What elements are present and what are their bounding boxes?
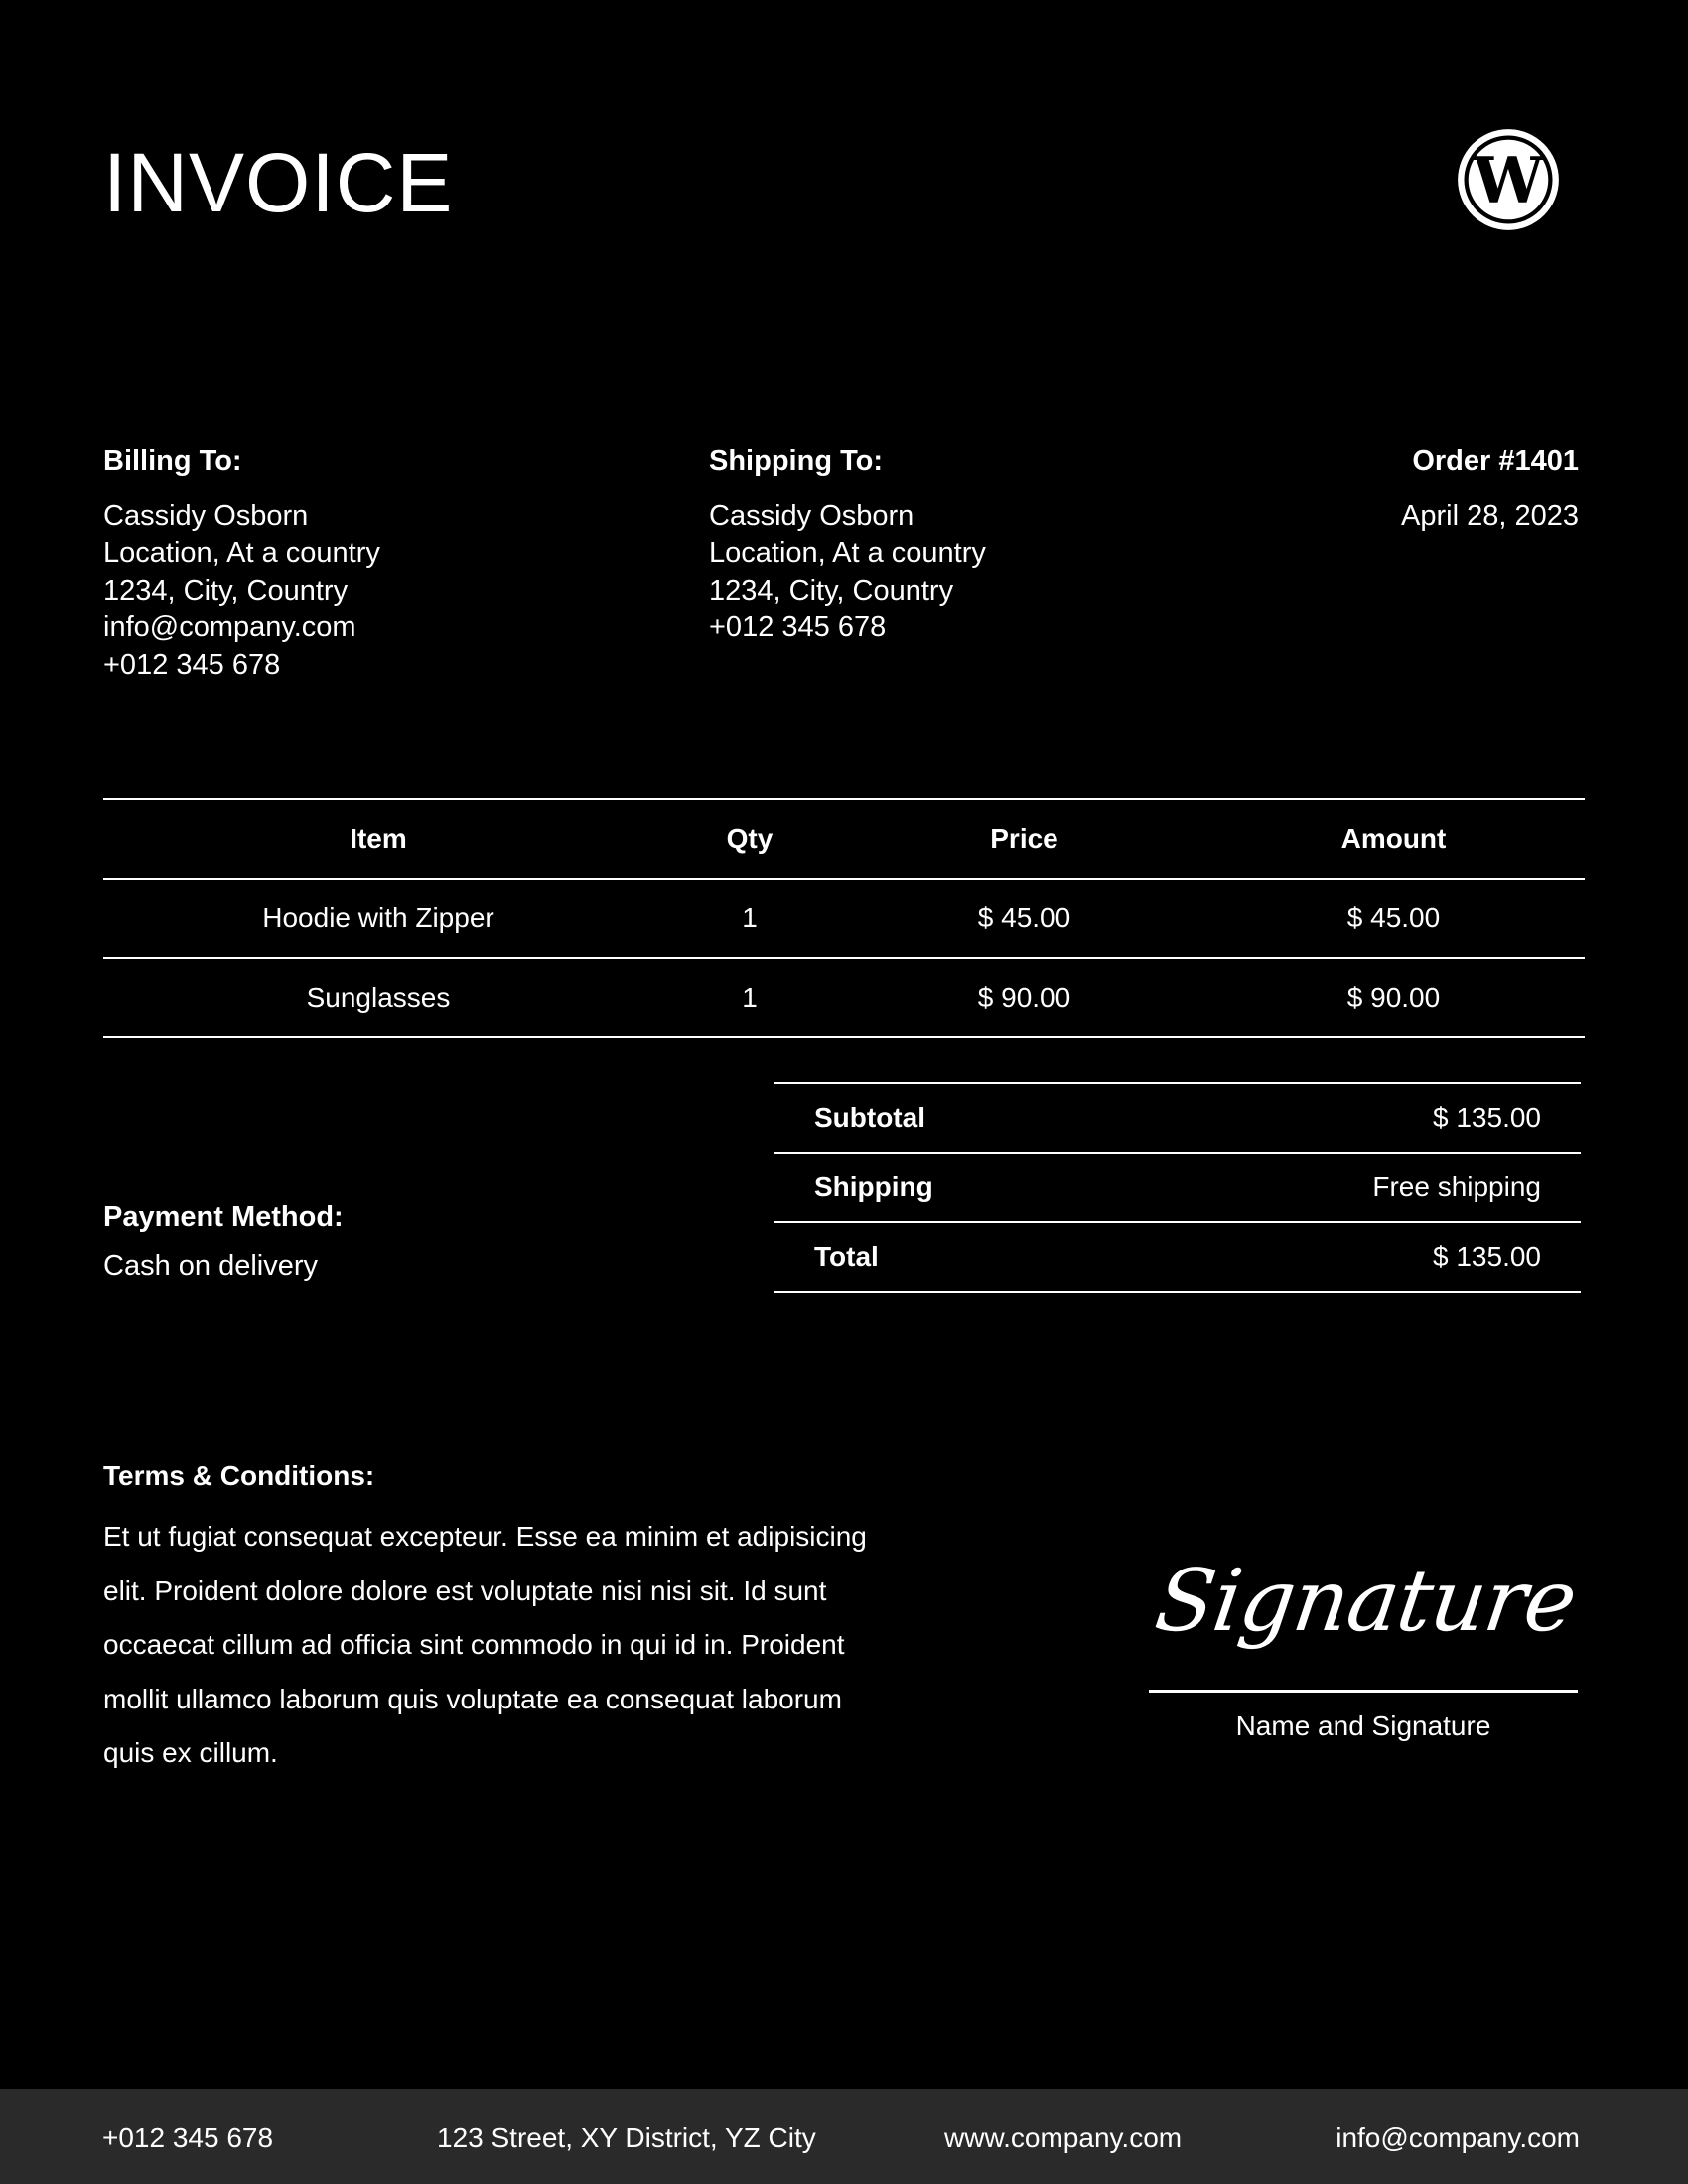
terms-body: Et ut fugiat consequat excepteur. Esse ea minim et adipisicing elit. Proident dolore dolore est voluptate nisi nisi sit. Id sunt occaecat cillum ad officia sint commodo in qui id in. Proident mollit ullamco laborum quis voluptate ea consequat laborum quis ex cillum. bbox=[103, 1521, 867, 1768]
shipping-label: Shipping bbox=[814, 1171, 933, 1202]
table-row bbox=[103, 879, 1585, 958]
order-number: Order #1401 bbox=[1412, 445, 1579, 477]
payment-heading: Payment Method: bbox=[103, 1201, 344, 1233]
billing-line2: 1234, City, Country bbox=[103, 574, 349, 607]
svg-text:W: W bbox=[1473, 142, 1544, 217]
shipping-line1: Location, At a country bbox=[709, 537, 986, 569]
signature-block bbox=[1149, 1552, 1582, 1742]
payment-value: Cash on delivery bbox=[103, 1250, 318, 1282]
billing-line1: Location, At a country bbox=[103, 537, 380, 569]
items-table bbox=[103, 798, 1585, 1038]
item-amount: $ 90.00 bbox=[1202, 958, 1585, 1037]
item-name: Sunglasses bbox=[103, 958, 653, 1037]
subtotal-row bbox=[774, 1082, 1581, 1152]
item-price: $ 45.00 bbox=[846, 879, 1202, 958]
item-amount: $ 45.00 bbox=[1202, 879, 1585, 958]
terms-section bbox=[103, 1457, 868, 1781]
invoice-title: INVOICE bbox=[103, 136, 454, 229]
shipping-phone: +012 345 678 bbox=[709, 612, 887, 643]
shipping-line2: 1234, City, Country bbox=[709, 574, 954, 607]
wordpress-logo-icon bbox=[1456, 127, 1561, 232]
shipping-value: Free shipping bbox=[1372, 1171, 1541, 1202]
footer-phone: +012 345 678 bbox=[102, 2122, 274, 2153]
subtotal-value: $ 135.00 bbox=[1433, 1102, 1541, 1133]
footer-website: www.company.com bbox=[944, 2122, 1183, 2153]
shipping-address bbox=[709, 443, 986, 647]
shipping-name: Cassidy Osborn bbox=[709, 499, 914, 532]
total-value: $ 135.00 bbox=[1433, 1241, 1541, 1272]
table-row bbox=[103, 958, 1585, 1037]
shipping-row bbox=[774, 1152, 1581, 1221]
header-price: Price bbox=[846, 799, 1202, 879]
billing-email: info@company.com bbox=[103, 612, 356, 643]
billing-address bbox=[103, 443, 380, 684]
billing-name: Cassidy Osborn bbox=[103, 499, 309, 532]
billing-phone: +012 345 678 bbox=[103, 648, 281, 681]
subtotal-label: Subtotal bbox=[814, 1102, 925, 1133]
payment-method bbox=[103, 1199, 344, 1285]
item-qty: 1 bbox=[653, 879, 846, 958]
billing-heading: Billing To: bbox=[103, 445, 242, 477]
signature-mark: Signature bbox=[1149, 1552, 1582, 1651]
totals-summary bbox=[774, 1082, 1581, 1293]
item-price: $ 90.00 bbox=[846, 958, 1202, 1037]
header-qty: Qty bbox=[653, 799, 846, 879]
item-qty: 1 bbox=[653, 958, 846, 1037]
footer-email: info@company.com bbox=[1336, 2122, 1580, 2153]
order-date: April 28, 2023 bbox=[1401, 499, 1579, 532]
footer-address: 123 Street, XY District, YZ City bbox=[437, 2122, 816, 2153]
order-info bbox=[1401, 443, 1579, 535]
total-label: Total bbox=[814, 1241, 879, 1272]
terms-heading: Terms & Conditions: bbox=[103, 1460, 375, 1491]
header-item: Item bbox=[103, 799, 653, 879]
item-name: Hoodie with Zipper bbox=[103, 879, 653, 958]
table-header-row bbox=[103, 799, 1585, 879]
signature-line bbox=[1149, 1690, 1578, 1693]
signature-label: Name and Signature bbox=[1235, 1710, 1491, 1741]
header-amount: Amount bbox=[1202, 799, 1585, 879]
footer bbox=[0, 2089, 1688, 2184]
total-row bbox=[774, 1221, 1581, 1293]
shipping-heading: Shipping To: bbox=[709, 445, 884, 477]
